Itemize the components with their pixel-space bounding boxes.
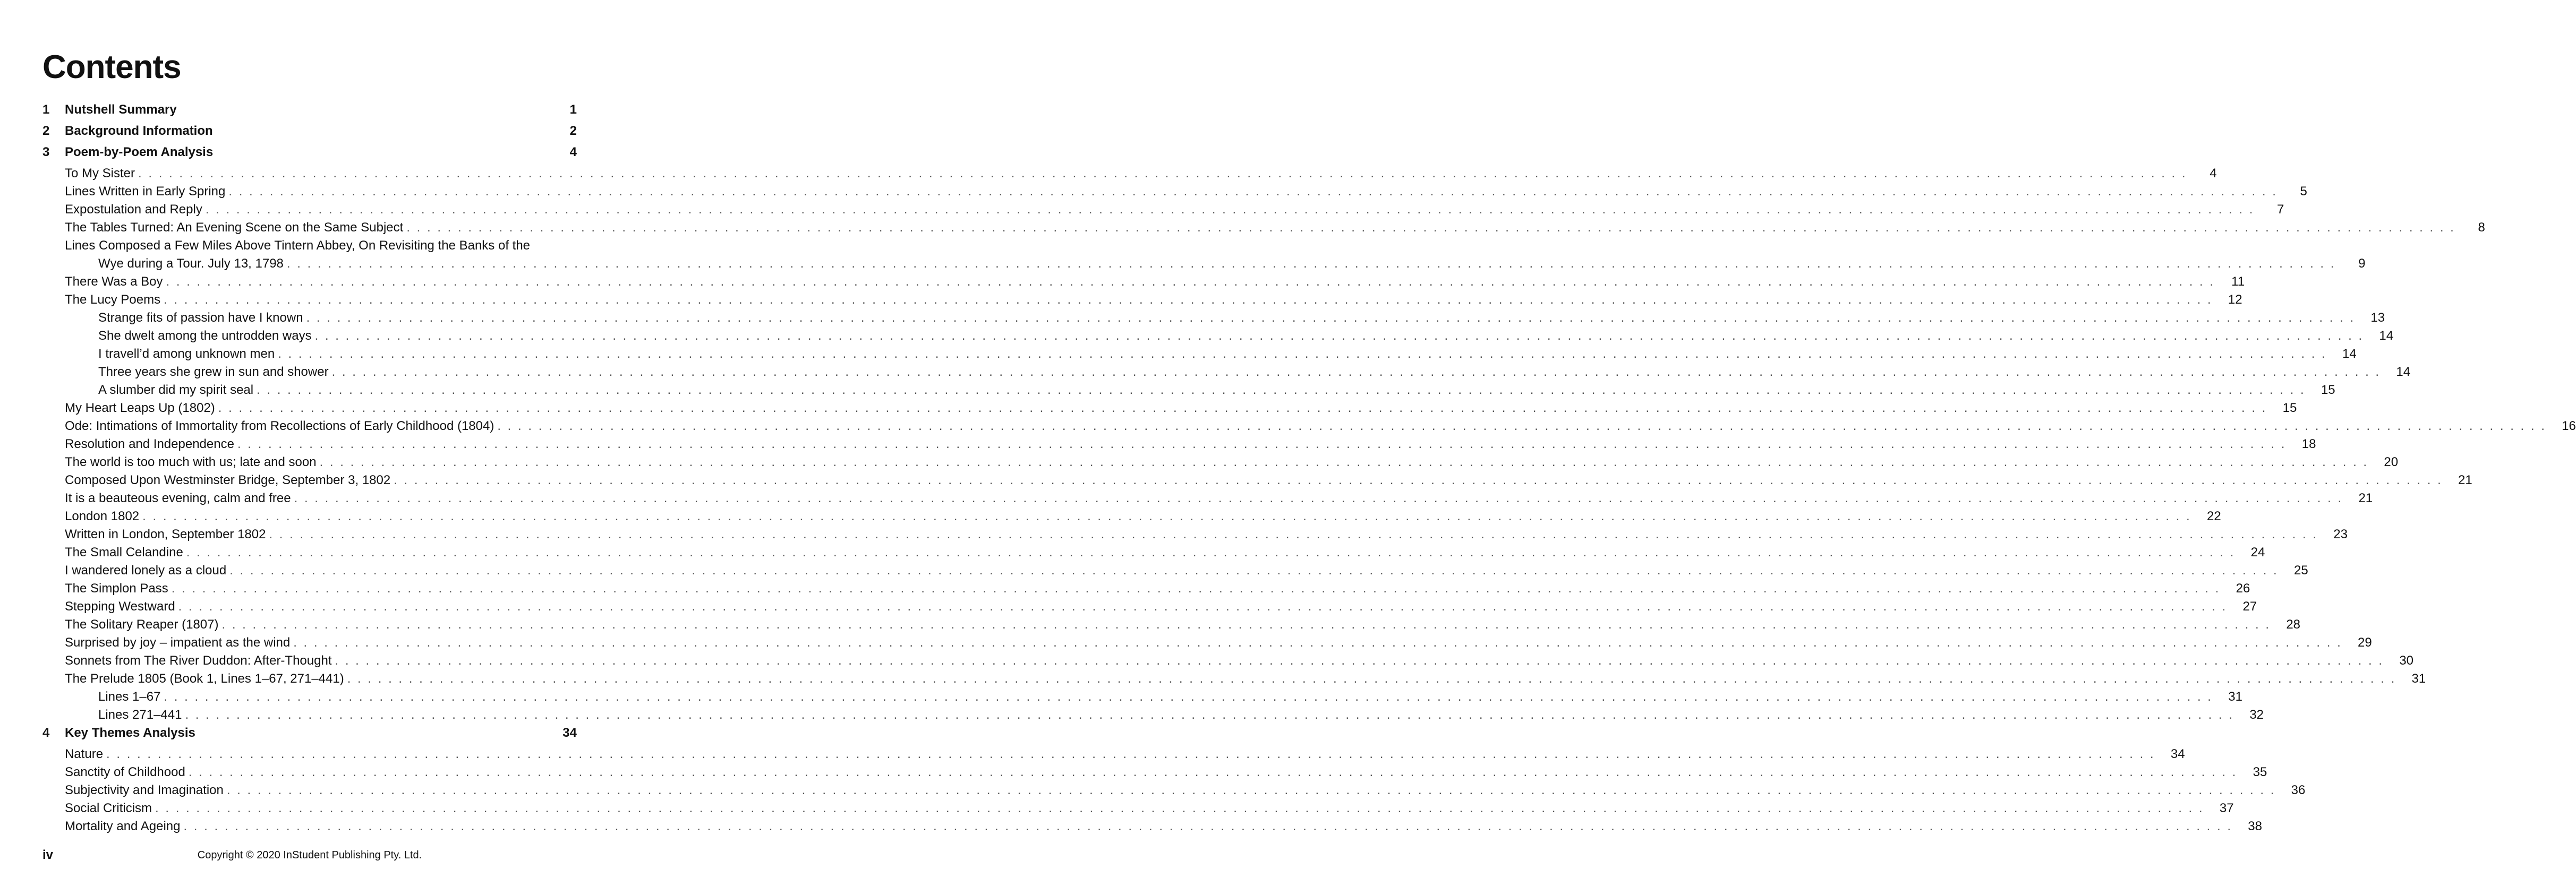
toc-entry-row[interactable]: [42, 635, 2372, 653]
dot-leader: . . . . . . . . . . . . . . . . . . . . . . . . . . . . . . . . . . . . . . . . . . . . . . . . . . . . . . . . . . . . . . . . . . . . . . . . . . . . . . . . . . . . . . . . . . . . . . . . . . . . . . . . . . . . . . . . . . . . . . . . . . . . . . . . . . . . . . . . . . . . . . . . . . . . . . . . . . . . . . . . . . . . . . . . . . . . . . . . . . . . . . . . . . . . . . . . . . . . . . . .: [237, 437, 2287, 451]
dot-leader: . . . . . . . . . . . . . . . . . . . . . . . . . . . . . . . . . . . . . . . . . . . . . . . . . . . . . . . . . . . . . . . . . . . . . . . . . . . . . . . . . . . . . . . . . . . . . . . . . . . . . . . . . . . . . . . . . . . . . . . . . . . . . . . . . . . . . . . . . . . . . . . . . . . . . . . . . . . . . . . . . . . . . . . . . . . . . . . . . . . . . . . . . . . . . . . . . . . . . . . .: [306, 311, 2356, 325]
toc-subentry-row[interactable]: [42, 383, 2335, 401]
entry-page-number: 37: [2219, 801, 2234, 815]
entry-page-number: 22: [2206, 509, 2221, 523]
toc-entry-row[interactable]: [42, 401, 2297, 419]
entry-page-number: 15: [2282, 401, 2297, 415]
toc-subentry-row[interactable]: [42, 311, 2385, 329]
entry-title-continued: Wye during a Tour. July 13, 1798: [98, 256, 287, 271]
entry-page-number: 27: [2242, 599, 2257, 614]
entry-title: The Prelude 1805 (Book 1, Lines 1–67, 271–441): [65, 672, 347, 686]
entry-title: Sonnets from The River Duddon: After-Thought: [65, 653, 335, 668]
dot-leader: . . . . . . . . . . . . . . . . . . . . . . . . . . . . . . . . . . . . . . . . . . . . . . . . . . . . . . . . . . . . . . . . . . . . . . . . . . . . . . . . . . . . . . . . . . . . . . . . . . . . . . . . . . . . . . . . . . . . . . . . . . . . . . . . . . . . . . . . . . . . . . . . . . . . . . . . . . . . . . . . . . . . . . . . . . . . . . . . . . . . . . . . . . . . . . . . . . . . . . . .: [106, 747, 2155, 761]
entry-page-number: 26: [2236, 581, 2250, 596]
entry-page-number: 35: [2253, 765, 2267, 779]
dot-leader: . . . . . . . . . . . . . . . . . . . . . . . . . . . . . . . . . . . . . . . . . . . . . . . . . . . . . . . . . . . . . . . . . . . . . . . . . . . . . . . . . . . . . . . . . . . . . . . . . . . . . . . . . . . . . . . . . . . . . . . . . . . . . . . . . . . . . . . . . . . . . . . . . . . . . . . . . . . . . . . . . . . . . . . . . . . . . . . . . . . . . . . . . . . . . . . . . . . . . . . .: [319, 455, 2369, 469]
chapter-number: 4: [42, 726, 50, 740]
dot-leader: . . . . . . . . . . . . . . . . . . . . . . . . . . . . . . . . . . . . . . . . . . . . . . . . . . . . . . . . . . . . . . . . . . . . . . . . . . . . . . . . . . . . . . . . . . . . . . . . . . . . . . . . . . . . . . . . . . . . . . . . . . . . . . . . . . . . . . . . . . . . . . . . . . . . . . . . . . . . . . . . . . . . . . . . . . . . . . . . . . . . . . . . . . . . . . . . . . . . . . . .: [142, 509, 2191, 523]
dot-leader: . . . . . . . . . . . . . . . . . . . . . . . . . . . . . . . . . . . . . . . . . . . . . . . . . . . . . . . . . . . . . . . . . . . . . . . . . . . . . . . . . . . . . . . . . . . . . . . . . . . . . . . . . . . . . . . . . . . . . . . . . . . . . . . . . . . . . . . . . . . . . . . . . . . . . . . . . . . . . . . . . . . . . . . . . . . . . . . . . . . . . . . . . . . . . . . . . . . . . . . .: [164, 690, 2213, 704]
entry-title: Three years she grew in sun and shower: [98, 365, 332, 380]
dot-leader: . . . . . . . . . . . . . . . . . . . . . . . . . . . . . . . . . . . . . . . . . . . . . . . . . . . . . . . . . . . . . . . . . . . . . . . . . . . . . . . . . . . . . . . . . . . . . . . . . . . . . . . . . . . . . . . . . . . . . . . . . . . . . . . . . . . . . . . . . . . . . . . . . . . . . . . . . . . . . . . . . . . . . . . . . . . . . . . . . . . . . . . . . . . . . . . . . . . . . . . .: [226, 783, 2276, 797]
toc-subentry-row[interactable]: [42, 329, 2394, 347]
entry-page-number: 15: [2321, 383, 2335, 397]
toc-subentry-row[interactable]: [42, 708, 2264, 726]
chapter-page-number: 34: [562, 726, 577, 740]
entry-page-number: 21: [2458, 473, 2472, 487]
dot-leader: . . . . . . . . . . . . . . . . . . . . . . . . . . . . . . . . . . . . . . . . . . . . . . . . . . . . . . . . . . . . . . . . . . . . . . . . . . . . . . . . . . . . . . . . . . . . . . . . . . . . . . . . . . . . . . . . . . . . . . . . . . . . . . . . . . . . . . . . . . . . . . . . . . . . . . . . . . . . . . . . . . . . . . . . . . . . . . . . . . . . . . . . . . . . . . . . . . . . . . . .: [406, 220, 2455, 235]
toc-entry-row[interactable]: [42, 801, 2234, 819]
chapter-title: Nutshell Summary: [65, 102, 180, 117]
toc-chapter-row[interactable]: [42, 102, 577, 124]
toc-entry-row[interactable]: [42, 473, 2472, 491]
dot-leader: . . . . . . . . . . . . . . . . . . . . . . . . . . . . . . . . . . . . . . . . . . . . . . . . . . . . . . . . . . . . . . . . . . . . . . . . . . . . . . . . . . . . . . . . . . . . . . . . . . . . . . . . . . . . . . . . . . . . . . . . . . . . . . . . . . . . . . . . . . . . . . . . . . . . . . . . . . . . . . . . . . . . . . . . . . . . . . . . . . . . . . . . . . . . . . . . . . . . . . . .: [335, 653, 2384, 668]
entry-page-number: 14: [2342, 347, 2357, 361]
dot-leader: . . . . . . . . . . . . . . . . . . . . . . . . . . . . . . . . . . . . . . . . . . . . . . . . . . . . . . . . . . . . . . . . . . . . . . . . . . . . . . . . . . . . . . . . . . . . . . . . . . . . . . . . . . . . . . . . . . . . . . . . . . . . . . . . . . . . . . . . . . . . . . . . . . . . . . . . . . . . . . . . . . . . . . . . . . . . . . . . . . . . . . . . . . . . . . . . . . . . . . . .: [497, 419, 2546, 433]
toc-chapter-row[interactable]: [42, 726, 577, 747]
entry-title: Lines Composed a Few Miles Above Tintern Abbey, On Revisiting the Banks of the: [65, 238, 533, 253]
entry-title: There Was a Boy: [65, 274, 166, 289]
chapter-title: Poem-by-Poem Analysis: [65, 145, 216, 160]
entry-page-number: 21: [2358, 491, 2373, 505]
dot-leader: . . . . . . . . . . . . . . . . . . . . . . . . . . . . . . . . . . . . . . . . . . . . . . . . . . . . . . . . . . . . . . . . . . . . . . . . . . . . . . . . . . . . . . . . . . . . . . . . . . . . . . . . . . . . . . . . . . . . . . . . . . . . . . . . . . . . . . . . . . . . . . . . . . . . . . . . . . . . . . . . . . . . . . . . . . . . . . . . . . . . . . . . . . . . . . . . . . . . . . . .: [221, 617, 2271, 632]
toc-entry-row[interactable]: [42, 455, 2399, 473]
dot-leader: . . . . . . . . . . . . . . . . . . . . . . . . . . . . . . . . . . . . . . . . . . . . . . . . . . . . . . . . . . . . . . . . . . . . . . . . . . . . . . . . . . . . . . . . . . . . . . . . . . . . . . . . . . . . . . . . . . . . . . . . . . . . . . . . . . . . . . . . . . . . . . . . . . . . . . . . . . . . . . . . . . . . . . . . . . . . . . . . . . . . . . . . . . . . . . . . . . . . . . . .: [293, 635, 2342, 650]
page-title: Contents: [42, 49, 181, 85]
toc-entry-row[interactable]: [42, 783, 2306, 801]
chapter-page-number: 1: [569, 102, 577, 117]
entry-title: The Tables Turned: An Evening Scene on the Same Subject: [65, 220, 406, 235]
dot-leader: . . . . . . . . . . . . . . . . . . . . . . . . . . . . . . . . . . . . . . . . . . . . . . . . . . . . . . . . . . . . . . . . . . . . . . . . . . . . . . . . . . . . . . . . . . . . . . . . . . . . . . . . . . . . . . . . . . . . . . . . . . . . . . . . . . . . . . . . . . . . . . . . . . . . . . . . . . . . . . . . . . . . . . . . . . . . . . . . . . . . . . . . . . . . . . . . . . . . . . . .: [186, 545, 2236, 559]
chapter-page-number: 2: [569, 124, 577, 138]
copyright-notice: Copyright © 2020 InStudent Publishing Pty. Ltd.: [197, 849, 422, 861]
entry-title: Expostulation and Reply: [65, 202, 206, 217]
toc-entry-row[interactable]: [42, 581, 2250, 599]
toc-entry-row[interactable]: [42, 617, 2301, 635]
page-folio: iv: [42, 848, 54, 862]
entry-title: Mortality and Ageing: [65, 819, 183, 834]
entry-page-number: 9: [2358, 256, 2366, 271]
table-of-contents: [42, 102, 2576, 837]
toc-entry-row[interactable]: [42, 765, 2267, 783]
entry-title: She dwelt among the untrodden ways: [98, 329, 315, 343]
entry-title: Sanctity of Childhood: [65, 765, 189, 780]
entry-page-number: 14: [2379, 329, 2394, 343]
chapter-number: 2: [42, 124, 50, 138]
entry-page-number: 5: [2300, 184, 2307, 199]
toc-subentry-row[interactable]: [42, 690, 2242, 708]
toc-entry-row-continued[interactable]: [42, 256, 2366, 274]
entry-page-number: 4: [2210, 166, 2217, 180]
dot-leader: . . . . . . . . . . . . . . . . . . . . . . . . . . . . . . . . . . . . . . . . . . . . . . . . . . . . . . . . . . . . . . . . . . . . . . . . . . . . . . . . . . . . . . . . . . . . . . . . . . . . . . . . . . . . . . . . . . . . . . . . . . . . . . . . . . . . . . . . . . . . . . . . . . . . . . . . . . . . . . . . . . . . . . . . . . . . . . . . . . . . . . . . . . . . . . . . . . . . . . . .: [183, 819, 2232, 833]
entry-title: Ode: Intimations of Immortality from Recollections of Early Childhood (1804): [65, 419, 497, 434]
entry-title: It is a beauteous evening, calm and free: [65, 491, 294, 506]
dot-leader: . . . . . . . . . . . . . . . . . . . . . . . . . . . . . . . . . . . . . . . . . . . . . . . . . . . . . . . . . . . . . . . . . . . . . . . . . . . . . . . . . . . . . . . . . . . . . . . . . . . . . . . . . . . . . . . . . . . . . . . . . . . . . . . . . . . . . . . . . . . . . . . . . . . . . . . . . . . . . . . . . . . . . . . . . . . . . . . . . . . . . . . . . . . . . . . . . . . . . . . .: [347, 672, 2396, 686]
toc-entry-row[interactable]: [42, 419, 2576, 437]
toc-chapter-row[interactable]: [42, 124, 577, 145]
entry-page-number: 25: [2294, 563, 2308, 578]
entry-title: I wandered lonely as a cloud: [65, 563, 229, 578]
toc-entry-row[interactable]: [42, 599, 2257, 617]
toc-subentry-row[interactable]: [42, 365, 2411, 383]
entry-title: Written in London, September 1802: [65, 527, 269, 542]
entry-title: Composed Upon Westminster Bridge, September 3, 1802: [65, 473, 394, 488]
dot-leader: . . . . . . . . . . . . . . . . . . . . . . . . . . . . . . . . . . . . . . . . . . . . . . . . . . . . . . . . . . . . . . . . . . . . . . . . . . . . . . . . . . . . . . . . . . . . . . . . . . . . . . . . . . . . . . . . . . . . . . . . . . . . . . . . . . . . . . . . . . . . . . . . . . . . . . . . . . . . . . . . . . . . . . . . . . . . . . . . . . . . . . . . . . . . . . . . . . . . . . . .: [171, 581, 2221, 596]
toc-entry-row[interactable]: [42, 491, 2373, 509]
entry-title: The world is too much with us; late and soon: [65, 455, 320, 470]
toc-entry-row[interactable]: [42, 292, 2242, 311]
toc-subentry-row[interactable]: [42, 347, 2357, 365]
toc-entry-row[interactable]: [42, 747, 2185, 765]
toc-entry-row[interactable]: [42, 437, 2316, 455]
entry-title: Social Criticism: [65, 801, 155, 816]
toc-entry-row[interactable]: [42, 527, 2348, 545]
entry-page-number: 31: [2228, 690, 2242, 704]
dot-leader: . . . . . . . . . . . . . . . . . . . . . . . . . . . . . . . . . . . . . . . . . . . . . . . . . . . . . . . . . . . . . . . . . . . . . . . . . . . . . . . . . . . . . . . . . . . . . . . . . . . . . . . . . . . . . . . . . . . . . . . . . . . . . . . . . . . . . . . . . . . . . . . . . . . . . . . . . . . . . . . . . . . . . . . . . . . . . . . . . . . . . . . . . . . . . . . . . . . . . . . .: [286, 256, 2336, 271]
dot-leader: . . . . . . . . . . . . . . . . . . . . . . . . . . . . . . . . . . . . . . . . . . . . . . . . . . . . . . . . . . . . . . . . . . . . . . . . . . . . . . . . . . . . . . . . . . . . . . . . . . . . . . . . . . . . . . . . . . . . . . . . . . . . . . . . . . . . . . . . . . . . . . . . . . . . . . . . . . . . . . . . . . . . . . . . . . . . . . . . . . . . . . . . . . . . . . . . . . . . . . . .: [394, 473, 2443, 487]
entry-page-number: 16: [2562, 419, 2576, 433]
dot-leader: . . . . . . . . . . . . . . . . . . . . . . . . . . . . . . . . . . . . . . . . . . . . . . . . . . . . . . . . . . . . . . . . . . . . . . . . . . . . . . . . . . . . . . . . . . . . . . . . . . . . . . . . . . . . . . . . . . . . . . . . . . . . . . . . . . . . . . . . . . . . . . . . . . . . . . . . . . . . . . . . . . . . . . . . . . . . . . . . . . . . . . . . . . . . . . . . . . . . . . . .: [155, 801, 2204, 815]
entry-page-number: 29: [2358, 635, 2372, 650]
entry-title: Lines Written in Early Spring: [65, 184, 228, 199]
entry-title: The Simplon Pass: [65, 581, 172, 596]
entry-page-number: 30: [2399, 653, 2414, 668]
chapter-number: 1: [42, 102, 50, 117]
entry-page-number: 36: [2291, 783, 2306, 797]
entry-page-number: 31: [2411, 672, 2426, 686]
entry-page-number: 8: [2478, 220, 2485, 235]
entry-page-number: 18: [2301, 437, 2316, 451]
dot-leader: . . . . . . . . . . . . . . . . . . . . . . . . . . . . . . . . . . . . . . . . . . . . . . . . . . . . . . . . . . . . . . . . . . . . . . . . . . . . . . . . . . . . . . . . . . . . . . . . . . . . . . . . . . . . . . . . . . . . . . . . . . . . . . . . . . . . . . . . . . . . . . . . . . . . . . . . . . . . . . . . . . . . . . . . . . . . . . . . . . . . . . . . . . . . . . . . . . . . . . . .: [229, 563, 2279, 578]
toc-entry-row[interactable]: [42, 672, 2426, 690]
entry-page-number: 12: [2228, 292, 2242, 307]
entry-page-number: 11: [2231, 274, 2245, 289]
dot-leader: . . . . . . . . . . . . . . . . . . . . . . . . . . . . . . . . . . . . . . . . . . . . . . . . . . . . . . . . . . . . . . . . . . . . . . . . . . . . . . . . . . . . . . . . . . . . . . . . . . . . . . . . . . . . . . . . . . . . . . . . . . . . . . . . . . . . . . . . . . . . . . . . . . . . . . . . . . . . . . . . . . . . . . . . . . . . . . . . . . . . . . . . . . . . . . . . . . . . . . . .: [228, 184, 2278, 199]
entry-title: The Lucy Poems: [65, 292, 164, 307]
toc-entry-row[interactable]: [42, 166, 2217, 184]
toc-entry-row[interactable]: [42, 202, 2284, 220]
entry-title: To My Sister: [65, 166, 138, 181]
toc-entry-row[interactable]: [42, 819, 2262, 837]
toc-chapter-row[interactable]: [42, 145, 577, 166]
dot-leader: . . . . . . . . . . . . . . . . . . . . . . . . . . . . . . . . . . . . . . . . . . . . . . . . . . . . . . . . . . . . . . . . . . . . . . . . . . . . . . . . . . . . . . . . . . . . . . . . . . . . . . . . . . . . . . . . . . . . . . . . . . . . . . . . . . . . . . . . . . . . . . . . . . . . . . . . . . . . . . . . . . . . . . . . . . . . . . . . . . . . . . . . . . . . . . . . . . . . . . . .: [138, 166, 2187, 180]
entry-page-number: 23: [2333, 527, 2348, 541]
entry-title: The Small Celandine: [65, 545, 186, 560]
entry-page-number: 14: [2396, 365, 2411, 379]
entry-page-number: 34: [2170, 747, 2185, 761]
toc-entry-row[interactable]: [42, 653, 2414, 672]
dot-leader: . . . . . . . . . . . . . . . . . . . . . . . . . . . . . . . . . . . . . . . . . . . . . . . . . . . . . . . . . . . . . . . . . . . . . . . . . . . . . . . . . . . . . . . . . . . . . . . . . . . . . . . . . . . . . . . . . . . . . . . . . . . . . . . . . . . . . . . . . . . . . . . . . . . . . . . . . . . . . . . . . . . . . . . . . . . . . . . . . . . . . . . . . . . . . . . . . . . . . . . .: [188, 765, 2238, 779]
entry-page-number: 38: [2248, 819, 2262, 833]
entry-title: Lines 271–441: [98, 708, 185, 722]
dot-leader: . . . . . . . . . . . . . . . . . . . . . . . . . . . . . . . . . . . . . . . . . . . . . . . . . . . . . . . . . . . . . . . . . . . . . . . . . . . . . . . . . . . . . . . . . . . . . . . . . . . . . . . . . . . . . . . . . . . . . . . . . . . . . . . . . . . . . . . . . . . . . . . . . . . . . . . . . . . . . . . . . . . . . . . . . . . . . . . . . . . . . . . . . . . . . . . . . . . . . . . .: [166, 274, 2215, 289]
dot-leader: . . . . . . . . . . . . . . . . . . . . . . . . . . . . . . . . . . . . . . . . . . . . . . . . . . . . . . . . . . . . . . . . . . . . . . . . . . . . . . . . . . . . . . . . . . . . . . . . . . . . . . . . . . . . . . . . . . . . . . . . . . . . . . . . . . . . . . . . . . . . . . . . . . . . . . . . . . . . . . . . . . . . . . . . . . . . . . . . . . . . . . . . . . . . . . . . . . . . . . . .: [164, 292, 2213, 307]
entry-title: Resolution and Independence: [65, 437, 237, 452]
entry-title: Surprised by joy – impatient as the wind: [65, 635, 293, 650]
chapter-title: Key Themes Analysis: [65, 726, 199, 741]
toc-entry-row[interactable]: [42, 274, 2245, 292]
entry-page-number: 20: [2384, 455, 2399, 469]
chapter-title: Background Information: [65, 124, 216, 139]
dot-leader: . . . . . . . . . . . . . . . . . . . . . . . . . . . . . . . . . . . . . . . . . . . . . . . . . . . . . . . . . . . . . . . . . . . . . . . . . . . . . . . . . . . . . . . . . . . . . . . . . . . . . . . . . . . . . . . . . . . . . . . . . . . . . . . . . . . . . . . . . . . . . . . . . . . . . . . . . . . . . . . . . . . . . . . . . . . . . . . . . . . . . . . . . . . . . . . . . . . . . . . .: [185, 708, 2234, 722]
entry-title: Stepping Westward: [65, 599, 178, 614]
chapter-page-number: 4: [569, 145, 577, 159]
dot-leader: . . . . . . . . . . . . . . . . . . . . . . . . . . . . . . . . . . . . . . . . . . . . . . . . . . . . . . . . . . . . . . . . . . . . . . . . . . . . . . . . . . . . . . . . . . . . . . . . . . . . . . . . . . . . . . . . . . . . . . . . . . . . . . . . . . . . . . . . . . . . . . . . . . . . . . . . . . . . . . . . . . . . . . . . . . . . . . . . . . . . . . . . . . . . . . . . . . . . . . . .: [205, 202, 2255, 217]
entry-page-number: 13: [2370, 311, 2385, 325]
dot-leader: . . . . . . . . . . . . . . . . . . . . . . . . . . . . . . . . . . . . . . . . . . . . . . . . . . . . . . . . . . . . . . . . . . . . . . . . . . . . . . . . . . . . . . . . . . . . . . . . . . . . . . . . . . . . . . . . . . . . . . . . . . . . . . . . . . . . . . . . . . . . . . . . . . . . . . . . . . . . . . . . . . . . . . . . . . . . . . . . . . . . . . . . . . . . . . . . . . . . . . . .: [269, 527, 2318, 541]
entry-page-number: 32: [2249, 708, 2264, 722]
entry-title: A slumber did my spirit seal: [98, 383, 257, 398]
entry-title: Lines 1–67: [98, 690, 164, 704]
entry-page-number: 28: [2286, 617, 2301, 632]
toc-entry-row[interactable]: [42, 220, 2485, 238]
entry-title: London 1802: [65, 509, 142, 524]
dot-leader: . . . . . . . . . . . . . . . . . . . . . . . . . . . . . . . . . . . . . . . . . . . . . . . . . . . . . . . . . . . . . . . . . . . . . . . . . . . . . . . . . . . . . . . . . . . . . . . . . . . . . . . . . . . . . . . . . . . . . . . . . . . . . . . . . . . . . . . . . . . . . . . . . . . . . . . . . . . . . . . . . . . . . . . . . . . . . . . . . . . . . . . . . . . . . . . . . . . . . . . .: [314, 329, 2364, 343]
dot-leader: . . . . . . . . . . . . . . . . . . . . . . . . . . . . . . . . . . . . . . . . . . . . . . . . . . . . . . . . . . . . . . . . . . . . . . . . . . . . . . . . . . . . . . . . . . . . . . . . . . . . . . . . . . . . . . . . . . . . . . . . . . . . . . . . . . . . . . . . . . . . . . . . . . . . . . . . . . . . . . . . . . . . . . . . . . . . . . . . . . . . . . . . . . . . . . . . . . . . . . . .: [278, 347, 2327, 361]
entry-page-number: 24: [2250, 545, 2265, 559]
entry-title: Nature: [65, 747, 106, 762]
entry-title: Subjectivity and Imagination: [65, 783, 227, 798]
toc-entry-row[interactable]: [42, 509, 2221, 527]
dot-leader: . . . . . . . . . . . . . . . . . . . . . . . . . . . . . . . . . . . . . . . . . . . . . . . . . . . . . . . . . . . . . . . . . . . . . . . . . . . . . . . . . . . . . . . . . . . . . . . . . . . . . . . . . . . . . . . . . . . . . . . . . . . . . . . . . . . . . . . . . . . . . . . . . . . . . . . . . . . . . . . . . . . . . . . . . . . . . . . . . . . . . . . . . . . . . . . . . . . . . . . .: [294, 491, 2343, 505]
entry-title: I travell’d among unknown men: [98, 347, 278, 361]
toc-entry-row[interactable]: [42, 184, 2307, 202]
toc-entry-row[interactable]: [42, 545, 2265, 563]
toc-entry-row[interactable]: [42, 238, 577, 256]
dot-leader: . . . . . . . . . . . . . . . . . . . . . . . . . . . . . . . . . . . . . . . . . . . . . . . . . . . . . . . . . . . . . . . . . . . . . . . . . . . . . . . . . . . . . . . . . . . . . . . . . . . . . . . . . . . . . . . . . . . . . . . . . . . . . . . . . . . . . . . . . . . . . . . . . . . . . . . . . . . . . . . . . . . . . . . . . . . . . . . . . . . . . . . . . . . . . . . . . . . . . . . .: [331, 365, 2381, 379]
dot-leader: . . . . . . . . . . . . . . . . . . . . . . . . . . . . . . . . . . . . . . . . . . . . . . . . . . . . . . . . . . . . . . . . . . . . . . . . . . . . . . . . . . . . . . . . . . . . . . . . . . . . . . . . . . . . . . . . . . . . . . . . . . . . . . . . . . . . . . . . . . . . . . . . . . . . . . . . . . . . . . . . . . . . . . . . . . . . . . . . . . . . . . . . . . . . . . . . . . . . . . . .: [257, 383, 2306, 397]
entry-title: The Solitary Reaper (1807): [65, 617, 221, 632]
entry-title: My Heart Leaps Up (1802): [65, 401, 218, 416]
entry-title: Strange fits of passion have I known: [98, 311, 306, 325]
toc-entry-row[interactable]: [42, 563, 2308, 581]
entry-page-number: 7: [2277, 202, 2284, 217]
dot-leader: . . . . . . . . . . . . . . . . . . . . . . . . . . . . . . . . . . . . . . . . . . . . . . . . . . . . . . . . . . . . . . . . . . . . . . . . . . . . . . . . . . . . . . . . . . . . . . . . . . . . . . . . . . . . . . . . . . . . . . . . . . . . . . . . . . . . . . . . . . . . . . . . . . . . . . . . . . . . . . . . . . . . . . . . . . . . . . . . . . . . . . . . . . . . . . . . . . . . . . . .: [218, 401, 2267, 415]
dot-leader: . . . . . . . . . . . . . . . . . . . . . . . . . . . . . . . . . . . . . . . . . . . . . . . . . . . . . . . . . . . . . . . . . . . . . . . . . . . . . . . . . . . . . . . . . . . . . . . . . . . . . . . . . . . . . . . . . . . . . . . . . . . . . . . . . . . . . . . . . . . . . . . . . . . . . . . . . . . . . . . . . . . . . . . . . . . . . . . . . . . . . . . . . . . . . . . . . . . . . . . .: [178, 599, 2228, 614]
chapter-number: 3: [42, 145, 50, 159]
